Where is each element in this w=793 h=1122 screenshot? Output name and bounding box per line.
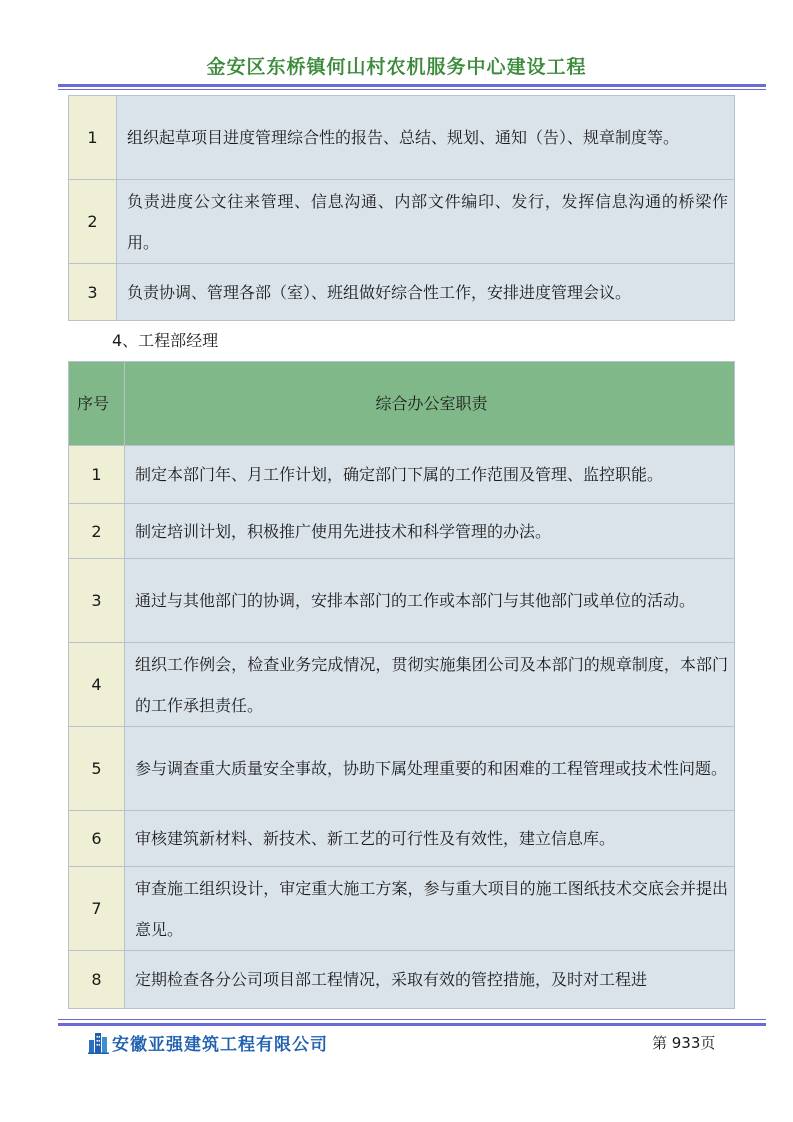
row-number: 7 — [69, 867, 125, 951]
section-heading: 4、工程部经理 — [112, 331, 219, 350]
table-row — [69, 867, 735, 951]
footer-company-name: 安徽亚强建筑工程有限公司 — [112, 1035, 328, 1055]
row-duty-text: 定期检查各分公司项目部工程情况，采取有效的管控措施，及时对工程进 — [125, 951, 735, 1009]
row-duty-text: 审核建筑新材料、新技术、新工艺的可行性及有效性，建立信息库。 — [125, 811, 735, 867]
table-row — [69, 559, 735, 643]
table-row — [69, 446, 735, 504]
row-number: 2 — [69, 180, 117, 264]
row-duty-text: 制定培训计划，积极推广使用先进技术和科学管理的办法。 — [125, 504, 735, 559]
duties-table-continued — [68, 95, 735, 321]
row-duty-text: 组织起草项目进度管理综合性的报告、总结、规划、通知（告）、规章制度等。 — [117, 96, 735, 180]
row-number: 5 — [69, 727, 125, 811]
row-number: 6 — [69, 811, 125, 867]
row-duty-text: 负责进度公文往来管理、信息沟通、内部文件编印、发行，发挥信息沟通的桥梁作用。 — [117, 180, 735, 264]
header-divider-thin — [58, 89, 766, 90]
row-number: 3 — [69, 559, 125, 643]
table-row — [69, 951, 735, 1009]
row-number: 3 — [69, 264, 117, 321]
table-row — [69, 96, 735, 180]
column-header-number: 序号 — [69, 362, 125, 446]
table-row — [69, 643, 735, 727]
column-header-duties: 综合办公室职责 — [125, 362, 735, 446]
table-header-row — [69, 362, 735, 446]
row-duty-text: 制定本部门年、月工作计划，确定部门下属的工作范围及管理、监控职能。 — [125, 446, 735, 504]
row-duty-text: 审查施工组织设计，审定重大施工方案，参与重大项目的施工图纸技术交底会并提出意见。 — [125, 867, 735, 951]
table-row — [69, 727, 735, 811]
row-duty-text: 参与调查重大质量安全事故，协助下属处理重要的和困难的工程管理或技术性问题。 — [125, 727, 735, 811]
row-number: 1 — [69, 96, 117, 180]
page-number: 第 933页 — [652, 1034, 716, 1052]
table-row — [69, 264, 735, 321]
header-divider-thick — [58, 84, 766, 87]
footer-divider-thin — [58, 1019, 766, 1020]
footer-divider-thick — [58, 1023, 766, 1026]
table-row — [69, 504, 735, 559]
table-row — [69, 811, 735, 867]
table-row — [69, 180, 735, 264]
row-number: 2 — [69, 504, 125, 559]
row-duty-text: 负责协调、管理各部（室）、班组做好综合性工作，安排进度管理会议。 — [117, 264, 735, 321]
page-header-title: 金安区东桥镇何山村农机服务中心建设工程 — [206, 56, 587, 78]
engineering-manager-duties-table — [68, 361, 735, 1009]
row-number: 4 — [69, 643, 125, 727]
row-duty-text: 组织工作例会，检查业务完成情况，贯彻实施集团公司及本部门的规章制度，本部门的工作承担责任。 — [125, 643, 735, 727]
row-duty-text: 通过与其他部门的协调，安排本部门的工作或本部门与其他部门或单位的活动。 — [125, 559, 735, 643]
building-logo-icon — [88, 1030, 110, 1054]
row-number: 8 — [69, 951, 125, 1009]
row-number: 1 — [69, 446, 125, 504]
